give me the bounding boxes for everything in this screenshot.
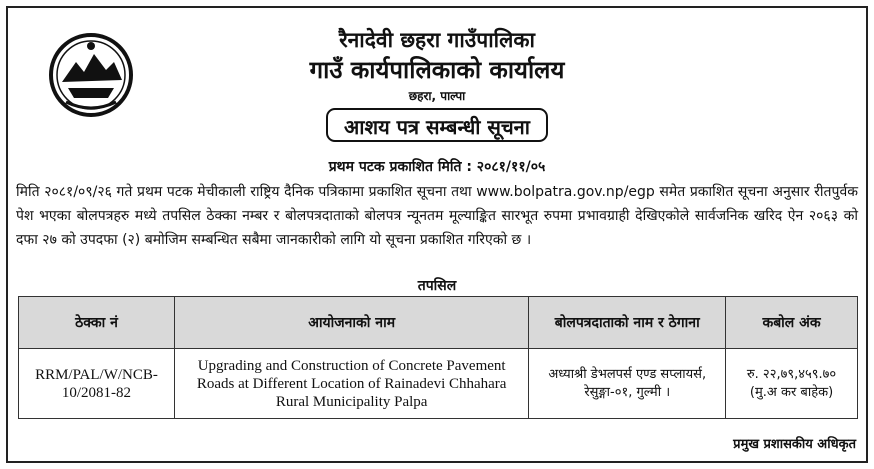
amount-value: रु. २२,७९,४५९.७० [746, 366, 837, 382]
header-amount: कबोल अंक [726, 297, 858, 349]
header-contract-no: ठेक्का नं [19, 297, 175, 349]
tapasil-label: तपसिल [417, 278, 457, 294]
amount-note: (मु.अ कर बाहेक) [749, 384, 834, 400]
cell-bidder: अध्याश्री डेभलपर्स एण्ड सप्लायर्स, रेसुङ्गा-०१, गुल्मी । [529, 349, 726, 419]
cell-project: Upgrading and Construction of Concrete Pavement Roads at Different Location of Rainadevi Chhahara Rural Municipality Palpa [174, 349, 528, 419]
office-location: छहरा, पाल्पा [408, 89, 466, 103]
table-header-row [19, 297, 858, 349]
notice-title: आशय पत्र सम्बन्धी सूचना [326, 108, 548, 142]
notice-body: मिति २०८१/०९/२६ गते प्रथम पटक मेचीकाली राष्ट्रिय दैनिक पत्रिकामा प्रकाशित सूचना तथा www.bolpatra.gov.np/egp समेत प्रकाशित सूचना अनुसार रीतपुर्वक पेश भएका बोलपत्रहरु मध्ये तपसिल ठेक्का नम्बर र बोलपत्रदाताको बोलपत्र न्यूनतम मूल्याङ्कित सारभूत रुपमा प्रभावग्राही देखिएकोले सार्वजनिक खरिद ऐन २०६३ को दफा २७ को उपदफा (२) बमोजिम सम्बन्धित सबैमा जानकारीको लागि यो सूचना प्रकाशित गरिएको छ । [16, 184, 858, 248]
cell-amount [726, 349, 858, 419]
office-name: गाउँ कार्यपालिकाको कार्यालय [309, 56, 565, 84]
notice-header [0, 26, 874, 142]
signature: प्रमुख प्रशासकीय अधिकृत [733, 437, 856, 452]
table-row [19, 349, 858, 419]
published-date: प्रथम पटक प्रकाशित मिति : २०८१/११/०५ [328, 159, 546, 175]
header-project: आयोजनाको नाम [174, 297, 528, 349]
cell-contract-no: RRM/PAL/W/NCB-10/2081-82 [19, 349, 175, 419]
bid-table [18, 296, 858, 419]
municipality-name: रैनादेवी छहरा गाउँपालिका [339, 28, 535, 52]
header-bidder: बोलपत्रदाताको नाम र ठेगाना [529, 297, 726, 349]
